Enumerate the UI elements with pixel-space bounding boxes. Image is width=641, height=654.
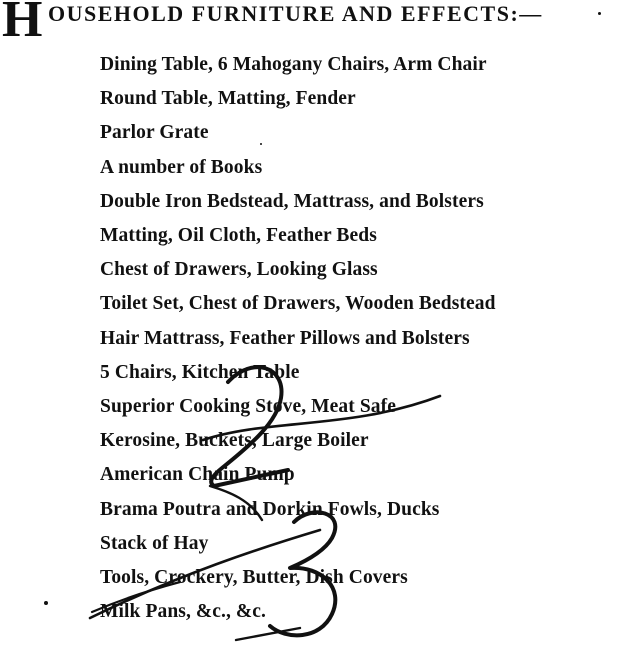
list-item: Stack of Hay — [100, 532, 209, 554]
heading-text: OUSEHOLD FURNITURE AND EFFECTS:— — [48, 1, 543, 26]
list-item: Parlor Grate — [100, 122, 209, 144]
list-item: Tools, Crockery, Butter, Dish Covers — [100, 567, 408, 589]
list-item: Round Table, Matting, Fender — [100, 88, 356, 110]
list-item: Chest of Drawers, Looking Glass — [100, 259, 378, 281]
list-item: Hair Mattrass, Feather Pillows and Bolsters — [100, 327, 470, 349]
list-item: Matting, Oil Cloth, Feather Beds — [100, 225, 377, 247]
list-item: Brama Poutra and Dorkin Fowls, Ducks — [100, 498, 440, 520]
list-item: Toilet Set, Chest of Drawers, Wooden Bedstead — [100, 293, 496, 315]
list-item: Superior Cooking Stove, Meat Safe — [100, 396, 396, 418]
list-item: A number of Books — [100, 156, 263, 178]
handwritten-diagonal-stroke — [236, 628, 300, 640]
list-item: Dining Table, 6 Mahogany Chairs, Arm Chair — [100, 54, 487, 75]
list-item: Kerosine, Buckets, Large Boiler — [100, 430, 369, 452]
list-item: Double Iron Bedstead, Mattrass, and Bolsters — [100, 190, 484, 212]
list-item: Milk Pans, &c., &c. — [100, 601, 267, 623]
inventory-list — [100, 48, 496, 629]
stray-ink-dot — [260, 143, 262, 145]
list-item: 5 Chairs, Kitchen Table — [100, 361, 300, 383]
list-item: American Chain Pump — [100, 464, 295, 486]
stray-ink-dot — [598, 12, 601, 15]
stray-ink-dot — [44, 601, 48, 605]
heading-drop-cap: H — [2, 0, 43, 48]
